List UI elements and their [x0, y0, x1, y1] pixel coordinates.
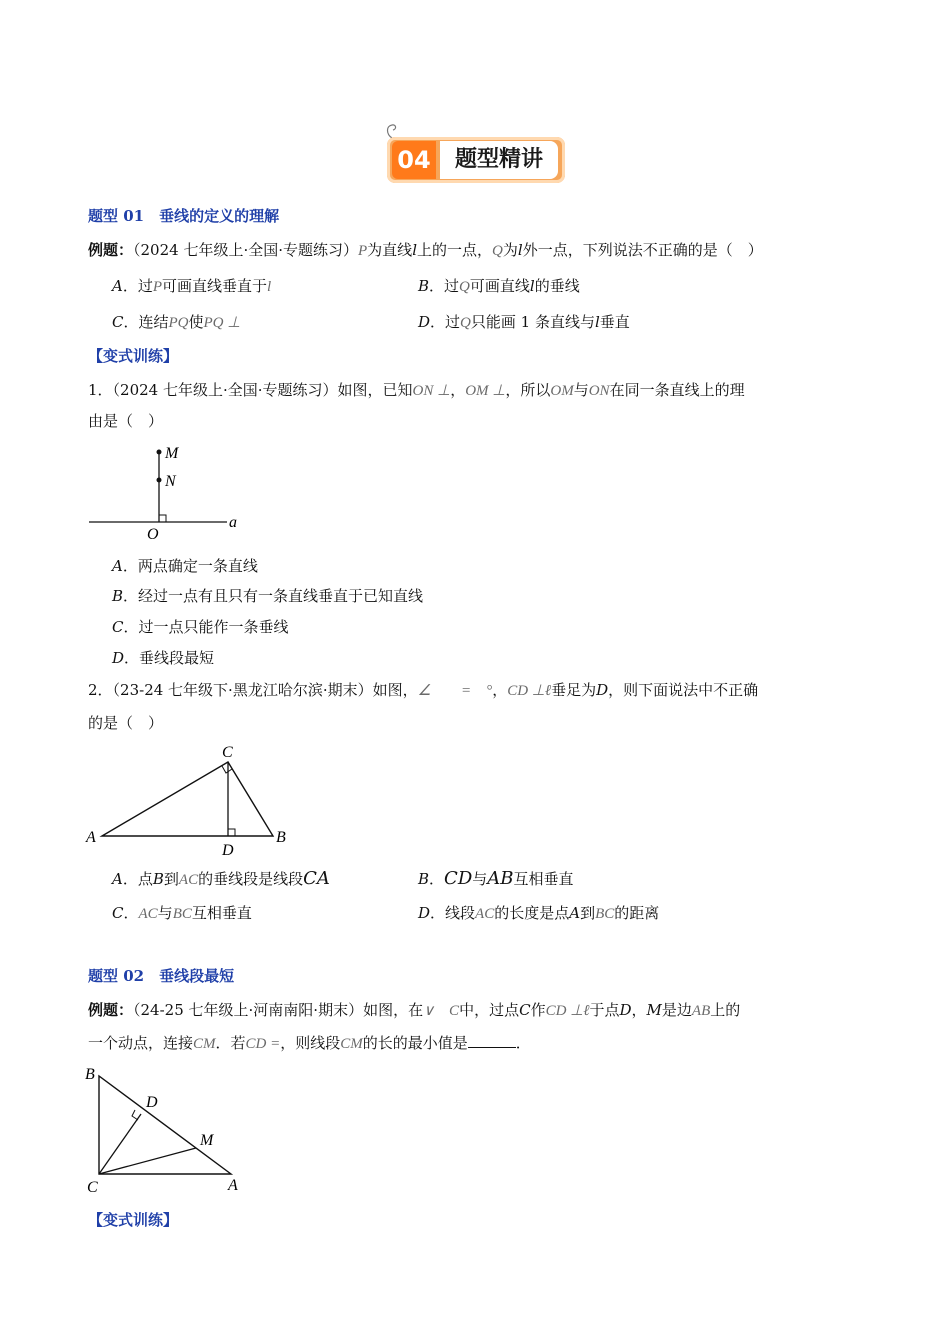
- q1-stem-line2: 由是（ ）: [88, 412, 164, 430]
- type1-example-stem: 例题：（2024 七年级上·全国·专题练习）P为直线l上的一点，Q为l外一点，下列说法不正确的是（ ）: [88, 241, 763, 259]
- q1-label-m: M: [165, 445, 179, 462]
- q1-right-angle-mark: [159, 515, 166, 522]
- q2-option-d[interactable]: D．线段AC的长度是点A到BC的距离: [418, 904, 660, 922]
- section-title: 题型精讲: [440, 141, 558, 179]
- q1-point-m: [157, 450, 162, 455]
- q1-label-o: O: [147, 526, 159, 543]
- q2-label-a: A: [86, 829, 96, 846]
- answer-blank[interactable]: [468, 1033, 516, 1048]
- q2-stem-line1: 2．（23-24 七年级下·黑龙江哈尔滨·期末）如图，∠ = °，CD ⊥ℓ垂足为D，则下面说法中不正确: [88, 681, 759, 699]
- q1-option-d[interactable]: D．垂线段最短: [112, 649, 215, 667]
- type2-label-b: B: [85, 1066, 95, 1083]
- type2-label-a: A: [228, 1177, 238, 1194]
- type1-heading: 题型 01 垂线的定义的理解: [88, 207, 280, 225]
- q1-option-c[interactable]: C．过一点只能作一条垂线: [112, 618, 289, 636]
- q1-option-a[interactable]: A．两点确定一条直线: [112, 557, 258, 575]
- type1-example-option-d[interactable]: D．过Q只能画 1 条直线与l垂直: [418, 313, 630, 331]
- type1-example-option-b[interactable]: B．过Q可画直线l的垂线: [418, 277, 580, 295]
- type1-example-option-a[interactable]: A．过P可画直线垂直于l: [112, 277, 272, 295]
- q1-option-b[interactable]: B．经过一点有且只有一条直线垂直于已知直线: [112, 587, 424, 605]
- q2-stem-line2: 的是（ ）: [88, 714, 164, 732]
- q1-figure: [85, 440, 255, 544]
- type2-label-d: D: [146, 1094, 158, 1111]
- type1-variant-label: 【变式训练】: [88, 347, 179, 365]
- q2-label-d: D: [222, 842, 234, 859]
- q2-option-c[interactable]: C．AC与BC互相垂直: [112, 904, 252, 922]
- q1-label-n: N: [165, 473, 176, 490]
- q2-option-b[interactable]: B．CD与AB互相垂直: [418, 868, 574, 889]
- type2-label-m: M: [200, 1132, 214, 1149]
- type1-example-option-c[interactable]: C．连结PQ使PQ ⊥: [112, 313, 241, 331]
- q2-figure: [84, 740, 294, 862]
- q2-right-angle-d: [228, 829, 235, 836]
- q1-label-a: a: [229, 514, 237, 531]
- q2-option-a[interactable]: A．点B到AC的垂线段是线段CA: [112, 868, 330, 889]
- q1-point-n: [157, 478, 162, 483]
- section-number: 04: [392, 141, 436, 179]
- q1-stem-line1: 1．（2024 七年级上·全国·专题练习）如图，已知ON ⊥，OM ⊥，所以OM与ON在同一条直线上的理: [88, 381, 745, 399]
- type2-example-line1: 例题：（24-25 七年级上·河南南阳·期末）如图，在∨ C中，过点C作CD ⊥ℓ于点D，M是边AB上的: [88, 1001, 741, 1019]
- q2-label-b: B: [276, 829, 286, 846]
- q2-label-c: C: [222, 744, 233, 761]
- type2-heading: 题型 02 垂线段最短: [88, 967, 235, 985]
- type2-figure: [84, 1062, 254, 1198]
- q2-triangle-abc: [102, 762, 273, 836]
- type2-triangle-abc: [99, 1076, 231, 1174]
- type2-variant-label: 【变式训练】: [88, 1211, 179, 1229]
- type2-example-line2: 一个动点，连接CM．若CD =，则线段CM的长的最小值是 ．: [88, 1034, 531, 1052]
- type2-label-c: C: [87, 1179, 98, 1196]
- type2-segment-cm: [99, 1148, 196, 1174]
